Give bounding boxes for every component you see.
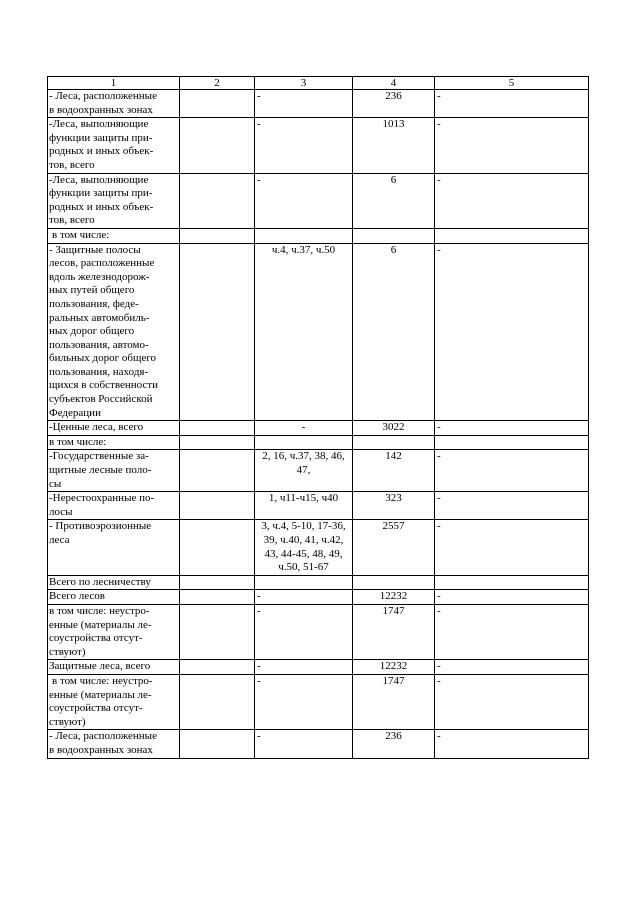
column-2-cell bbox=[180, 243, 255, 421]
category-line: енные (материалы ле- bbox=[49, 618, 152, 631]
compartments-cell: - bbox=[255, 118, 353, 173]
column-2-cell bbox=[180, 421, 255, 436]
area-cell: 1747 bbox=[353, 674, 435, 729]
category-line: пользования, автомо- bbox=[49, 338, 149, 351]
category-line: ральных автомобиль- bbox=[49, 311, 150, 324]
area-cell: 142 bbox=[353, 450, 435, 492]
area-cell: 2557 bbox=[353, 520, 435, 575]
category-line: в том числе: bbox=[52, 228, 110, 241]
category-line: Всего по лесничеству bbox=[49, 575, 151, 588]
table-row bbox=[48, 730, 589, 758]
category-line: бильных дорог общего bbox=[49, 352, 157, 365]
compartments-cell: - bbox=[255, 730, 353, 758]
table-row bbox=[48, 228, 589, 243]
category-line: тов, всего bbox=[49, 158, 95, 171]
area-cell: 1747 bbox=[353, 604, 435, 659]
column-5-cell: - bbox=[435, 674, 589, 729]
table-row bbox=[48, 435, 589, 450]
table-row bbox=[48, 243, 589, 421]
table-body bbox=[48, 90, 589, 759]
column-5-cell: - bbox=[435, 118, 589, 173]
table-row bbox=[48, 674, 589, 729]
column-2-cell bbox=[180, 492, 255, 520]
category-line: Федерации bbox=[49, 406, 101, 419]
column-5-cell bbox=[435, 435, 589, 450]
category-line: -Нерестоохранные по- bbox=[49, 492, 155, 505]
area-cell: 3022 bbox=[353, 421, 435, 436]
column-5-cell: - bbox=[435, 492, 589, 520]
category-line: субъектов Российской bbox=[49, 393, 153, 406]
column-5-cell bbox=[435, 575, 589, 590]
forest-table-page bbox=[47, 76, 589, 759]
table-row bbox=[48, 421, 589, 436]
area-cell bbox=[353, 435, 435, 450]
category-line: сы bbox=[49, 477, 62, 490]
category-line: - Защитные полосы bbox=[49, 243, 141, 256]
area-cell: 236 bbox=[353, 90, 435, 118]
column-2-cell bbox=[180, 674, 255, 729]
column-2-cell bbox=[180, 520, 255, 575]
category-line: Защитные леса, всего bbox=[49, 660, 151, 673]
category-line: соустройства отсут- bbox=[49, 702, 143, 715]
area-cell bbox=[353, 228, 435, 243]
area-cell: 6 bbox=[353, 173, 435, 228]
category-cell bbox=[48, 492, 180, 520]
column-5-cell: - bbox=[435, 450, 589, 492]
table-row bbox=[48, 90, 589, 118]
category-line: енные (материалы ле- bbox=[49, 688, 152, 701]
column-2-cell bbox=[180, 118, 255, 173]
compartments-cell: - bbox=[255, 590, 353, 605]
category-line: ствуют) bbox=[49, 715, 86, 728]
area-cell: 6 bbox=[353, 243, 435, 421]
column-5-cell: - bbox=[435, 243, 589, 421]
column-2-cell bbox=[180, 450, 255, 492]
table-row bbox=[48, 660, 589, 675]
column-5-cell: - bbox=[435, 421, 589, 436]
category-line: -Леса, выполняющие bbox=[49, 173, 149, 186]
category-line: в том числе: неустро- bbox=[52, 674, 153, 687]
column-5-cell: - bbox=[435, 604, 589, 659]
compartments-cell bbox=[255, 435, 353, 450]
table-header-row bbox=[48, 77, 589, 90]
category-line: ных дорог общего bbox=[49, 325, 135, 338]
compartments-cell bbox=[255, 228, 353, 243]
category-line: лосы bbox=[49, 505, 73, 518]
area-cell bbox=[353, 575, 435, 590]
forest-categories-table bbox=[47, 76, 589, 759]
category-line: -Леса, выполняющие bbox=[49, 118, 149, 131]
column-header: 5 bbox=[435, 77, 589, 90]
category-line: функции защиты при- bbox=[49, 187, 153, 200]
category-line: - Противоэрозионные bbox=[49, 520, 152, 533]
compartments-cell: 3, ч.4, 5-10, 17-36, 39, ч.40, 41, ч.42, 43, 44-45, 48, 49, ч.50, 51-67 bbox=[255, 520, 353, 575]
category-line: щихся в собственности bbox=[49, 379, 158, 392]
compartments-cell: - bbox=[255, 604, 353, 659]
compartments-cell: 2, 16, ч.37, 38, 46, 47, bbox=[255, 450, 353, 492]
category-cell bbox=[48, 243, 180, 421]
column-2-cell bbox=[180, 90, 255, 118]
category-line: ных путей общего bbox=[49, 284, 135, 297]
compartments-cell: - bbox=[255, 90, 353, 118]
category-line: тов, всего bbox=[49, 214, 95, 227]
compartments-cell: - bbox=[255, 674, 353, 729]
column-2-cell bbox=[180, 590, 255, 605]
column-header: 4 bbox=[353, 77, 435, 90]
category-cell bbox=[48, 575, 180, 590]
column-5-cell: - bbox=[435, 590, 589, 605]
area-cell: 323 bbox=[353, 492, 435, 520]
category-line: -Государственные за- bbox=[49, 450, 149, 463]
area-cell: 12232 bbox=[353, 660, 435, 675]
category-line: соустройства отсут- bbox=[49, 632, 143, 645]
category-line: -Ценные леса, всего bbox=[49, 421, 144, 434]
column-2-cell bbox=[180, 730, 255, 758]
category-cell bbox=[48, 520, 180, 575]
column-5-cell: - bbox=[435, 520, 589, 575]
table-row bbox=[48, 450, 589, 492]
column-5-cell: - bbox=[435, 90, 589, 118]
column-header: 3 bbox=[255, 77, 353, 90]
category-cell bbox=[48, 228, 180, 243]
table-row bbox=[48, 173, 589, 228]
column-2-cell bbox=[180, 604, 255, 659]
column-5-cell: - bbox=[435, 660, 589, 675]
category-cell bbox=[48, 421, 180, 436]
compartments-cell: 1, ч11-ч15, ч40 bbox=[255, 492, 353, 520]
compartments-cell: - bbox=[255, 660, 353, 675]
column-2-cell bbox=[180, 228, 255, 243]
category-line: родных и иных объек- bbox=[49, 145, 154, 158]
compartments-cell bbox=[255, 575, 353, 590]
category-line: функции защиты при- bbox=[49, 131, 153, 144]
column-header: 2 bbox=[180, 77, 255, 90]
category-cell bbox=[48, 450, 180, 492]
column-2-cell bbox=[180, 435, 255, 450]
table-row bbox=[48, 575, 589, 590]
category-cell bbox=[48, 435, 180, 450]
table-row bbox=[48, 520, 589, 575]
category-line: лесов, расположенные bbox=[49, 257, 155, 270]
category-cell bbox=[48, 604, 180, 659]
column-header: 1 bbox=[48, 77, 180, 90]
column-5-cell: - bbox=[435, 173, 589, 228]
table-row bbox=[48, 118, 589, 173]
category-line: пользования, находя- bbox=[49, 365, 149, 378]
category-line: пользования, феде- bbox=[49, 297, 139, 310]
category-line: - Леса, расположенные bbox=[49, 90, 157, 102]
category-line: в том числе: bbox=[49, 435, 107, 448]
compartments-cell: - bbox=[255, 173, 353, 228]
category-line: щитные лесные поло- bbox=[49, 464, 152, 477]
table-row bbox=[48, 492, 589, 520]
category-line: в том числе: неустро- bbox=[49, 604, 150, 617]
area-cell: 1013 bbox=[353, 118, 435, 173]
category-line: в водоохранных зонах bbox=[49, 103, 153, 116]
category-cell bbox=[48, 173, 180, 228]
category-line: в водоохранных зонах bbox=[49, 743, 153, 756]
category-cell bbox=[48, 660, 180, 675]
category-cell bbox=[48, 730, 180, 758]
category-cell bbox=[48, 90, 180, 118]
compartments-cell: - bbox=[255, 421, 353, 436]
column-2-cell bbox=[180, 660, 255, 675]
table-row bbox=[48, 590, 589, 605]
column-2-cell bbox=[180, 575, 255, 590]
category-line: вдоль железнодорож- bbox=[49, 270, 150, 283]
area-cell: 236 bbox=[353, 730, 435, 758]
category-line: ствуют) bbox=[49, 645, 86, 658]
category-cell bbox=[48, 674, 180, 729]
category-line: родных и иных объек- bbox=[49, 200, 154, 213]
category-line: - Леса, расположенные bbox=[49, 730, 157, 743]
compartments-cell: ч.4, ч.37, ч.50 bbox=[255, 243, 353, 421]
column-2-cell bbox=[180, 173, 255, 228]
category-cell bbox=[48, 590, 180, 605]
column-5-cell bbox=[435, 228, 589, 243]
category-line: леса bbox=[49, 534, 70, 546]
category-line: Всего лесов bbox=[49, 590, 105, 603]
column-5-cell: - bbox=[435, 730, 589, 758]
table-row bbox=[48, 604, 589, 659]
category-cell bbox=[48, 118, 180, 173]
area-cell: 12232 bbox=[353, 590, 435, 605]
